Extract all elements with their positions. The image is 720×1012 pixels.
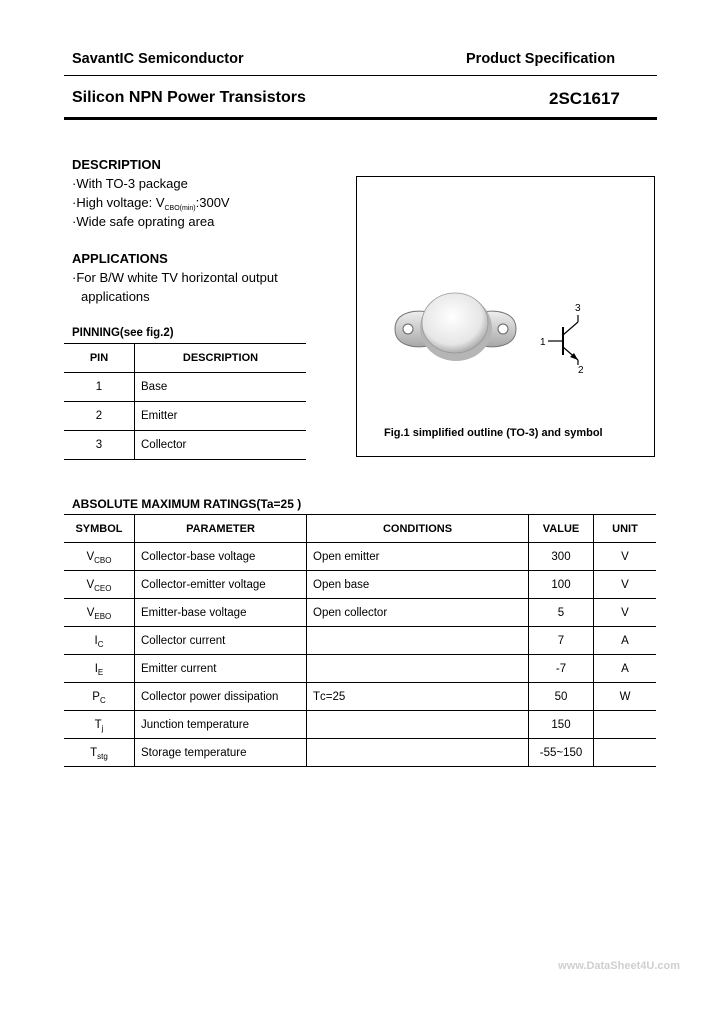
applications-line-1: ·For B/W white TV horizontal output [72,270,278,285]
npn-symbol [548,315,578,365]
figure-box [356,176,655,457]
pin-number: 2 [64,402,135,431]
parameter-cell: Collector power dissipation [135,683,307,711]
symbol-cell: $I_C$ [64,627,135,655]
symbol-pin-1: 1 [540,337,546,348]
parameter-cell: Storage temperature [135,739,307,767]
unit-cell [594,711,657,739]
conditions-cell [307,655,529,683]
pin-description: Base [135,373,307,402]
pinning-header-row [64,344,306,373]
symbol-pin-3: 3 [575,303,581,314]
parameter-cell: Junction temperature [135,711,307,739]
parameter-col-header: PARAMETER [135,515,307,543]
unit-cell: A [594,627,657,655]
company-name: SavantIC Semiconductor [72,51,244,67]
unit-cell: V [594,571,657,599]
value-cell: 50 [529,683,594,711]
parameter-cell: Collector-emitter voltage [135,571,307,599]
value-cell: -7 [529,655,594,683]
mounting-hole-right [498,324,508,334]
pin-description: Collector [135,431,307,460]
conditions-cell: Open base [307,571,529,599]
value-cell: 5 [529,599,594,627]
header-rule-thick [64,117,657,120]
parameter-cell: Collector current [135,627,307,655]
ratings-heading: ABSOLUTE MAXIMUM RATINGS(Ta=25 ) [72,497,302,511]
conditions-cell: Tᴄ=25 [307,683,529,711]
watermark: www.DataSheet4U.com [558,960,680,972]
pin-number: 3 [64,431,135,460]
table-row [64,655,656,683]
unit-cell: W [594,683,657,711]
conditions-cell [307,627,529,655]
pin-number: 1 [64,373,135,402]
table-row [64,571,656,599]
table-row [64,627,656,655]
pin-description: Emitter [135,402,307,431]
table-row [64,599,656,627]
table-row [64,431,306,460]
value-col-header: VALUE [529,515,594,543]
unit-cell: V [594,543,657,571]
table-row [64,373,306,402]
unit-cell: A [594,655,657,683]
table-row [64,683,656,711]
table-row [64,402,306,431]
applications-heading: APPLICATIONS [72,251,168,266]
symbol-cell: $T_{stg}$ [64,739,135,767]
symbol-cell: $P_C$ [64,683,135,711]
parameter-cell: Emitter-base voltage [135,599,307,627]
table-row [64,739,656,767]
applications-line-2: applications [81,289,150,304]
conditions-cell: Open emitter [307,543,529,571]
parameter-cell: Emitter current [135,655,307,683]
conditions-cell [307,711,529,739]
symbol-col-header: SYMBOL [64,515,135,543]
parameter-cell: Collector-base voltage [135,543,307,571]
pinning-table [64,343,306,460]
description-heading: DESCRIPTION [72,157,161,172]
unit-col-header: UNIT [594,515,657,543]
figure-caption: Fig.1 simplified outline (TO-3) and symbol [384,427,603,439]
symbol-pin-2: 2 [578,365,584,376]
symbol-cell: $V_{CEO}$ [64,571,135,599]
unit-cell: V [594,599,657,627]
pinning-heading: PINNING(see fig.2) [72,327,174,339]
pin-col-header: PIN [64,344,135,373]
value-cell: 100 [529,571,594,599]
symbol-cell: $I_E$ [64,655,135,683]
description-bullet-1: ·With TO-3 package [72,176,188,191]
can-cap [422,293,488,353]
symbol-cell: $V_{CBO}$ [64,543,135,571]
value-cell: 300 [529,543,594,571]
description-bullet-3: ·Wide safe oprating area [72,214,215,229]
doc-type: Product Specification [466,51,616,67]
part-number: 2SC1617 [549,89,620,108]
symbol-cell: $T_j$ [64,711,135,739]
conditions-cell [307,739,529,767]
value-cell: 7 [529,627,594,655]
to3-package-illustration [357,177,654,456]
conditions-col-header: CONDITIONS [307,515,529,543]
value-cell: 150 [529,711,594,739]
table-row [64,543,656,571]
unit-cell [594,739,657,767]
ratings-table [64,514,656,767]
mounting-hole-left [403,324,413,334]
ratings-header-row [64,515,656,543]
description-bullet-2: ·High voltage: $V_{CBO(min)}:300V$ [72,195,230,212]
product-line: Silicon NPN Power Transistors [72,89,306,106]
conditions-cell: Open collector [307,599,529,627]
header-rule-thin [64,75,657,76]
description-col-header: DESCRIPTION [135,344,307,373]
table-row [64,711,656,739]
value-cell: -55~150 [529,739,594,767]
symbol-cell: $V_{EBO}$ [64,599,135,627]
